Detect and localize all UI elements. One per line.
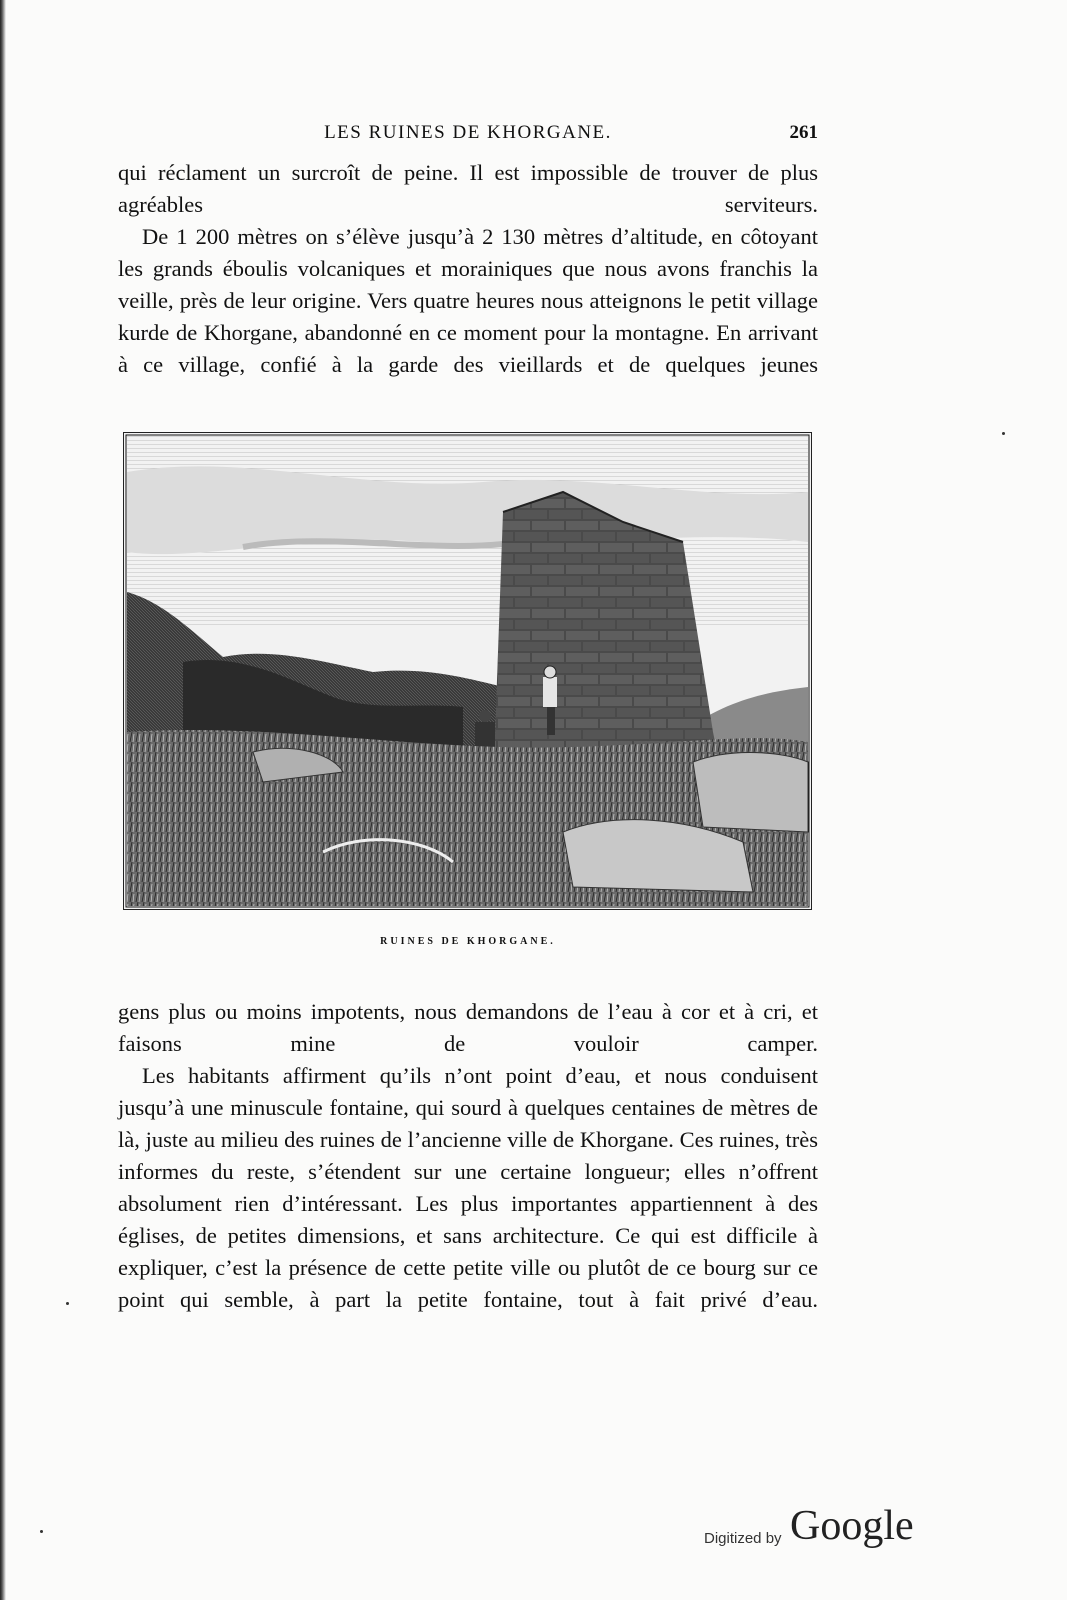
page-edge-shadow: [0, 0, 6, 1600]
speck: [1002, 432, 1005, 435]
paragraph-water: gens plus ou moins impotents, nous demandons de l’eau à cor et à cri, et faisons mine de vouloir camper.: [118, 999, 818, 1056]
speck: [40, 1530, 43, 1533]
digitization-watermark: [704, 1502, 924, 1552]
figure-caption: RUINES DE KHORGANE.: [380, 936, 556, 947]
digitized-by-label: Digitized by: [704, 1530, 782, 1547]
paragraph-ascent: De 1 200 mètres on s’élève jusqu’à 2 130 mètres d’altitude, en côtoyant les grands éboulis volcaniques et morainiques que nous avons franchis la veille, près de leur origine. Vers quatre heures nous atteignons le petit village kurde de Khorgane, abandonné en ce moment pour la montagne. En arrivant à ce village, confié à la garde des vieillards et de quelques jeunes: [118, 224, 818, 377]
google-logo: Google: [790, 1503, 914, 1549]
page-number: 261: [789, 122, 818, 143]
engraving-figure: [123, 432, 812, 910]
paragraph-continued: qui réclament un surcroît de peine. Il est impossible de trouver de plus agréables serviteurs.: [118, 160, 818, 217]
running-title: LES RUINES DE KHORGANE.: [324, 122, 612, 143]
page-header: [118, 122, 818, 150]
engraving-illustration: [123, 432, 812, 910]
speck: [66, 1302, 69, 1305]
paragraph-ruins: Les habitants affirment qu’ils n’ont point d’eau, et nous conduisent jusqu’à une minuscule fontaine, qui sourd à quelques centaines de mètres de là, juste au milieu des ruines de l’ancienne ville de Khorgane. Ces ruines, très informes du reste, s’étendent sur une certaine longueur; elles n’offrent absolument rien d’intéressant. Les plus importantes appartiennent à des églises, de petites dimensions, et sans architecture. Ce qui est difficile à expliquer, c’est la présence de cette petite ville ou plutôt de ce bourg sur ce point qui semble, à part la petite fontaine, tout à fait privé d’eau.: [118, 1063, 818, 1312]
